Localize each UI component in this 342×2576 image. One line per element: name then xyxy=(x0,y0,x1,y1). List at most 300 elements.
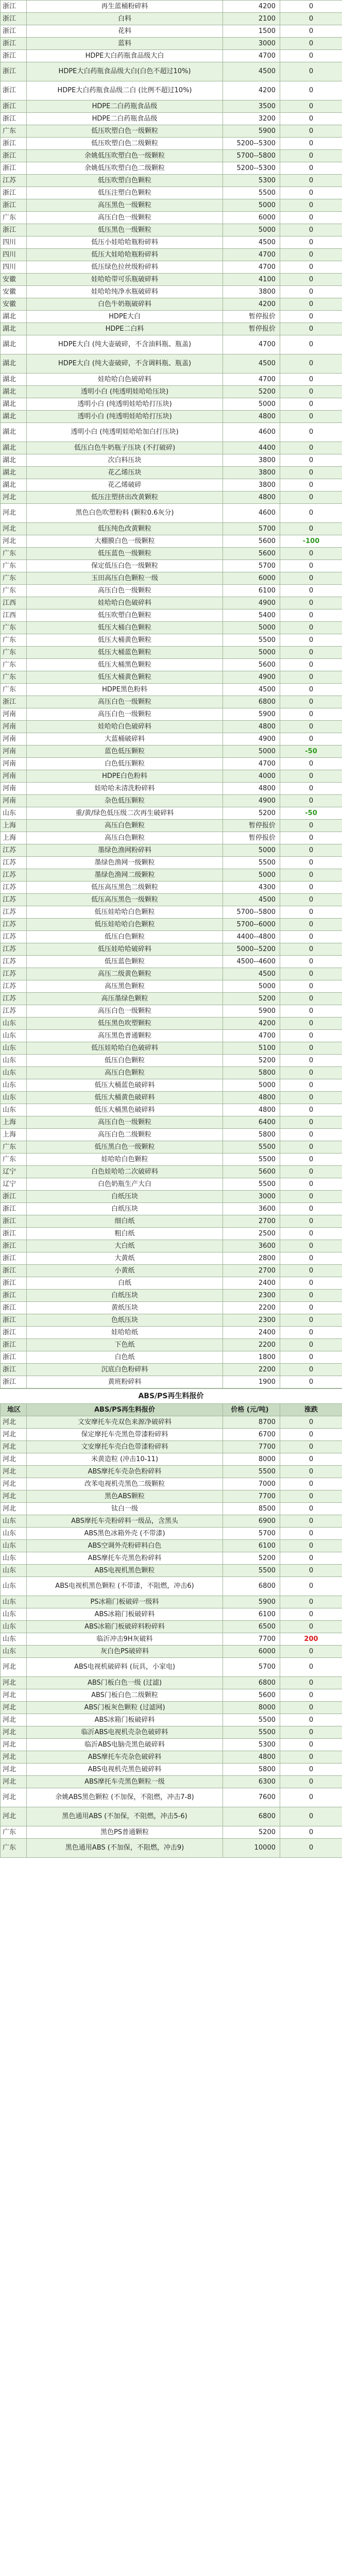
region-cell: 江苏 xyxy=(1,869,27,882)
change-cell: 0 xyxy=(280,374,342,386)
price-cell: 5000 xyxy=(223,844,280,857)
price-cell: 4300 xyxy=(223,882,280,894)
price-cell: 5600 xyxy=(223,535,280,548)
table-row xyxy=(1,1005,342,1018)
region-cell: 河南 xyxy=(1,721,27,733)
price-cell: 4500 xyxy=(223,894,280,906)
price-cell: 4900 xyxy=(223,597,280,609)
region-cell: 广东 xyxy=(1,1154,27,1166)
region-cell: 山东 xyxy=(1,1092,27,1104)
region-cell: 浙江 xyxy=(1,1339,27,1351)
table-row xyxy=(1,733,342,745)
product-cell: 透明小白 (纯透明娃哈哈加白打压块) xyxy=(27,423,223,442)
price-cell: 4100 xyxy=(223,274,280,286)
change-cell: 0 xyxy=(280,1689,342,1702)
change-cell: 0 xyxy=(280,38,342,50)
product-cell: 低压纯色改黄颗粒 xyxy=(27,523,223,535)
table-row xyxy=(1,560,342,572)
price-cell: 2800 xyxy=(223,1252,280,1265)
table-row xyxy=(1,1327,342,1339)
table-row xyxy=(1,236,342,249)
product-cell: 低压大桶蓝色破碎料 xyxy=(27,1079,223,1092)
change-cell: 0 xyxy=(280,1191,342,1203)
price-cell: 1800 xyxy=(223,1351,280,1364)
region-cell: 江苏 xyxy=(1,906,27,919)
change-cell: 0 xyxy=(280,100,342,113)
change-cell: 0 xyxy=(280,721,342,733)
price-cell: 6800 xyxy=(223,696,280,708)
region-cell: 河北 xyxy=(1,1807,27,1826)
change-cell: 0 xyxy=(280,1677,342,1689)
price-cell: 5500 xyxy=(223,187,280,199)
region-cell: 广东 xyxy=(1,684,27,696)
table-row xyxy=(1,1203,342,1215)
product-cell: 低压吹塑白色颗粒 xyxy=(27,609,223,622)
table-row xyxy=(1,1515,342,1528)
table-row xyxy=(1,956,342,968)
region-cell: 广东 xyxy=(1,548,27,560)
region-cell: 浙江 xyxy=(1,187,27,199)
product-cell: 低压注塑挤出改黄颗粒 xyxy=(27,492,223,504)
product-cell: 低压大娃哈哈瓶粉碎料 xyxy=(27,249,223,261)
product-cell: 余姚低压吹塑白色二级颗粒 xyxy=(27,162,223,175)
price-cell: 5500 xyxy=(223,1141,280,1154)
change-cell: 0 xyxy=(280,869,342,882)
region-cell: 河北 xyxy=(1,523,27,535)
region-cell: 江苏 xyxy=(1,931,27,943)
table-row xyxy=(1,1339,342,1351)
change-cell: 0 xyxy=(280,1621,342,1633)
product-cell: 低压娃哈哈破碎料 xyxy=(27,943,223,956)
product-cell: 大白纸 xyxy=(27,1240,223,1252)
product-cell: 低压吹塑白色二级颗粒 xyxy=(27,138,223,150)
region-cell: 广东 xyxy=(1,671,27,684)
change-cell: 0 xyxy=(280,1252,342,1265)
table-row xyxy=(1,1807,342,1826)
table-row xyxy=(1,671,342,684)
price-cell: 8700 xyxy=(223,1416,280,1429)
product-cell: 玉田高压白色颗粒一级 xyxy=(27,572,223,585)
price-cell: 6100 xyxy=(223,1540,280,1552)
change-cell: 0 xyxy=(280,1116,342,1129)
table-row xyxy=(1,1277,342,1290)
change-cell: 0 xyxy=(280,1739,342,1751)
product-cell: 娃哈哈纯净水瓶破碎料 xyxy=(27,286,223,298)
product-cell: 高压二级黄色颗粒 xyxy=(27,968,223,980)
change-cell: 0 xyxy=(280,1129,342,1141)
product-cell: 低压小娃哈哈瓶粉碎料 xyxy=(27,236,223,249)
change-cell: 0 xyxy=(280,1079,342,1092)
product-cell: 文安摩托车壳双色来源净破碎料 xyxy=(27,1416,223,1429)
product-cell: ABS黑色冰箱外壳 (不带漆) xyxy=(27,1528,223,1540)
change-cell: 0 xyxy=(280,1104,342,1116)
region-cell: 安徽 xyxy=(1,298,27,311)
table-row xyxy=(1,311,342,323)
change-cell: 0 xyxy=(280,162,342,175)
table-row xyxy=(1,832,342,844)
price-cell: 2400 xyxy=(223,1327,280,1339)
region-cell: 广东 xyxy=(1,659,27,671)
product-cell: 黑色通用ABS (不加保，不阻燃，冲击9) xyxy=(27,1839,223,1858)
change-cell: 0 xyxy=(280,1277,342,1290)
region-cell: 江苏 xyxy=(1,894,27,906)
product-cell: 高压白色颗粒 xyxy=(27,820,223,832)
price-cell: 5700--5800 xyxy=(223,906,280,919)
region-cell: 山东 xyxy=(1,1646,27,1658)
header-region: 地区 xyxy=(1,1404,27,1416)
price-cell: 5000 xyxy=(223,398,280,411)
region-cell: 河北 xyxy=(1,1764,27,1776)
price-cell: 2400 xyxy=(223,1277,280,1290)
price-cell: 5500 xyxy=(223,1466,280,1478)
product-cell: 低压大桶黑色破碎料 xyxy=(27,1104,223,1116)
product-cell: 墨绿色渔网二级颗粒 xyxy=(27,869,223,882)
price-cell: 4600 xyxy=(223,423,280,442)
region-cell: 浙江 xyxy=(1,1203,27,1215)
table-row xyxy=(1,993,342,1005)
price-cell: 3500 xyxy=(223,100,280,113)
table-row xyxy=(1,323,342,335)
product-cell: ABS电视机壳黑色破碎料 xyxy=(27,1764,223,1776)
table-row xyxy=(1,1290,342,1302)
product-cell: ABS摩托车壳杂色粉碎料 xyxy=(27,1466,223,1478)
price-cell: 3800 xyxy=(223,286,280,298)
product-cell: 白纸 xyxy=(27,1277,223,1290)
region-cell: 河北 xyxy=(1,1776,27,1788)
product-cell: 高压黑色一级颗粒 xyxy=(27,199,223,212)
price-cell: 5400 xyxy=(223,609,280,622)
table-row xyxy=(1,1565,342,1577)
region-cell: 广东 xyxy=(1,622,27,634)
product-cell: 黑色PS普通颗粒 xyxy=(27,1826,223,1839)
product-cell: 杂色低压颗粒 xyxy=(27,795,223,807)
region-cell: 河南 xyxy=(1,745,27,758)
change-cell: 0 xyxy=(280,894,342,906)
change-cell: 0 xyxy=(280,13,342,25)
region-cell: 湖北 xyxy=(1,454,27,467)
region-cell: 浙江 xyxy=(1,81,27,100)
region-cell: 浙江 xyxy=(1,1327,27,1339)
region-cell: 湖北 xyxy=(1,386,27,398)
table-row xyxy=(1,100,342,113)
region-cell: 湖北 xyxy=(1,354,27,374)
product-cell: 低压吹塑白色颗粒 xyxy=(27,175,223,187)
change-cell: 0 xyxy=(280,1646,342,1658)
change-cell: 0 xyxy=(280,479,342,492)
product-cell: 低压高压黑色二级颗粒 xyxy=(27,882,223,894)
change-cell: 0 xyxy=(280,1314,342,1327)
price-cell: 5500 xyxy=(223,1178,280,1191)
change-cell: 0 xyxy=(280,820,342,832)
table-row xyxy=(1,398,342,411)
region-cell: 河北 xyxy=(1,1453,27,1466)
table-row xyxy=(1,1714,342,1726)
price-cell: 4700 xyxy=(223,261,280,274)
product-cell: 花料 xyxy=(27,25,223,38)
price-cell: 2700 xyxy=(223,1265,280,1277)
change-cell: 0 xyxy=(280,1577,342,1596)
region-cell: 浙江 xyxy=(1,1215,27,1228)
price-cell: 4200 xyxy=(223,298,280,311)
product-cell: 改苯电视机壳黑色二级颗粒 xyxy=(27,1478,223,1490)
region-cell: 河北 xyxy=(1,1478,27,1490)
region-cell: 山东 xyxy=(1,1104,27,1116)
price-cell: 6000 xyxy=(223,212,280,224)
table-row xyxy=(1,1646,342,1658)
region-cell: 江苏 xyxy=(1,919,27,931)
region-cell: 河北 xyxy=(1,504,27,523)
region-cell: 浙江 xyxy=(1,1228,27,1240)
product-cell: 蓝色低压颗粒 xyxy=(27,745,223,758)
price-cell: 3800 xyxy=(223,479,280,492)
change-cell: 0 xyxy=(280,1240,342,1252)
price-cell: 4400 xyxy=(223,442,280,454)
table-row xyxy=(1,1240,342,1252)
change-cell: 0 xyxy=(280,1807,342,1826)
product-cell: 保定摩托车壳黑色带漆粉碎料 xyxy=(27,1429,223,1441)
price-cell: 5200 xyxy=(223,386,280,398)
price-cell: 4200 xyxy=(223,1018,280,1030)
price-cell: 6700 xyxy=(223,1429,280,1441)
product-cell: 娃哈哈白色颗粒 xyxy=(27,1154,223,1166)
change-cell: 0 xyxy=(280,832,342,844)
table-row xyxy=(1,1540,342,1552)
table-row xyxy=(1,467,342,479)
change-cell: 0 xyxy=(280,386,342,398)
region-cell: 浙江 xyxy=(1,224,27,236)
region-cell: 广东 xyxy=(1,212,27,224)
table-row xyxy=(1,844,342,857)
table-row xyxy=(1,1478,342,1490)
table-row xyxy=(1,454,342,467)
change-cell: 0 xyxy=(280,733,342,745)
price-cell: 5700 xyxy=(223,560,280,572)
price-cell: 7700 xyxy=(223,1441,280,1453)
region-cell: 河北 xyxy=(1,1739,27,1751)
table-row xyxy=(1,535,342,548)
price-cell: 3000 xyxy=(223,1191,280,1203)
product-cell: 透明小白 (纯透明娃哈哈打压块) xyxy=(27,411,223,423)
change-cell: 0 xyxy=(280,1751,342,1764)
table-row xyxy=(1,1055,342,1067)
change-cell: 0 xyxy=(280,212,342,224)
region-cell: 江苏 xyxy=(1,882,27,894)
product-cell: 临沂ABS电视机壳杂色破碎料 xyxy=(27,1726,223,1739)
product-cell: 娃哈哈未清洗粉碎料 xyxy=(27,783,223,795)
table-row xyxy=(1,609,342,622)
price-cell: 5900 xyxy=(223,1596,280,1608)
price-cell: 6800 xyxy=(223,1677,280,1689)
region-cell: 山东 xyxy=(1,1515,27,1528)
table-row xyxy=(1,820,342,832)
price-cell: 5200 xyxy=(223,993,280,1005)
change-cell: 0 xyxy=(280,548,342,560)
region-cell: 广东 xyxy=(1,634,27,647)
table-row xyxy=(1,1490,342,1503)
table-row xyxy=(1,1252,342,1265)
region-cell: 河北 xyxy=(1,1788,27,1807)
price-cell: 5600 xyxy=(223,548,280,560)
price-cell: 2200 xyxy=(223,1339,280,1351)
price-cell: 5000 xyxy=(223,622,280,634)
region-cell: 浙江 xyxy=(1,1,27,13)
price-cell: 暂停报价 xyxy=(223,323,280,335)
change-cell: 0 xyxy=(280,175,342,187)
change-cell: 0 xyxy=(280,1552,342,1565)
region-cell: 浙江 xyxy=(1,1277,27,1290)
region-cell: 河北 xyxy=(1,1441,27,1453)
change-cell: 0 xyxy=(280,274,342,286)
change-cell: 0 xyxy=(280,1478,342,1490)
product-cell: 高压黑色颗粒 xyxy=(27,980,223,993)
product-cell: 保定低压白色一级颗粒 xyxy=(27,560,223,572)
product-cell: HDPE大白药瓶食品级大白(白色不超过10%) xyxy=(27,62,223,81)
product-cell: 娃哈哈白色破碎料 xyxy=(27,374,223,386)
product-cell: 高压白色颗粒 xyxy=(27,832,223,844)
change-cell: 0 xyxy=(280,504,342,523)
change-cell: 0 xyxy=(280,931,342,943)
region-cell: 河北 xyxy=(1,492,27,504)
region-cell: 浙江 xyxy=(1,1351,27,1364)
price-cell: 8500 xyxy=(223,1503,280,1515)
product-cell: ABS摩托车壳黑色颗粒一级 xyxy=(27,1776,223,1788)
change-cell: 0 xyxy=(280,62,342,81)
region-cell: 广东 xyxy=(1,1839,27,1858)
table-row xyxy=(1,1351,342,1364)
price-cell: 4900 xyxy=(223,733,280,745)
table-row xyxy=(1,1314,342,1327)
product-cell: 白纸压块 xyxy=(27,1290,223,1302)
table-row xyxy=(1,224,342,236)
table-row xyxy=(1,659,342,671)
table-row xyxy=(1,274,342,286)
region-cell: 山东 xyxy=(1,807,27,820)
change-cell: 0 xyxy=(280,1178,342,1191)
region-cell: 江苏 xyxy=(1,844,27,857)
region-cell: 安徽 xyxy=(1,286,27,298)
change-cell: 0 xyxy=(280,671,342,684)
product-cell: HDPE白色粉料 xyxy=(27,770,223,783)
price-cell: 5700 xyxy=(223,523,280,535)
product-cell: 高压白色一级颗粒 xyxy=(27,212,223,224)
price-cell: 4800 xyxy=(223,1104,280,1116)
product-cell: HDPE二白药瓶食品级 xyxy=(27,100,223,113)
price-cell: 1500 xyxy=(223,25,280,38)
change-cell: 0 xyxy=(280,423,342,442)
table-row xyxy=(1,1416,342,1429)
price-cell: 6000 xyxy=(223,572,280,585)
table-row xyxy=(1,758,342,770)
region-cell: 上海 xyxy=(1,1129,27,1141)
product-cell: 低压白色颗粒 xyxy=(27,1055,223,1067)
price-cell: 5500 xyxy=(223,1726,280,1739)
price-cell: 5000 xyxy=(223,1079,280,1092)
product-cell: 高压白色一级颗粒 xyxy=(27,1005,223,1018)
region-cell: 浙江 xyxy=(1,162,27,175)
price-cell: 6100 xyxy=(223,585,280,597)
price-cell: 5600 xyxy=(223,1166,280,1178)
change-cell: 0 xyxy=(280,1490,342,1503)
price-cell: 4800 xyxy=(223,783,280,795)
change-cell: 0 xyxy=(280,572,342,585)
table-row xyxy=(1,1633,342,1646)
table-row xyxy=(1,175,342,187)
region-cell: 湖北 xyxy=(1,323,27,335)
price-cell: 6300 xyxy=(223,1776,280,1788)
region-cell: 山东 xyxy=(1,1577,27,1596)
product-cell: 临沂冲击9H灰破料 xyxy=(27,1633,223,1646)
change-cell: 0 xyxy=(280,919,342,931)
change-cell: 0 xyxy=(280,1726,342,1739)
table-row xyxy=(1,647,342,659)
change-cell: 0 xyxy=(280,1005,342,1018)
price-cell: 4500 xyxy=(223,684,280,696)
product-cell: 白色牛奶瓶破碎料 xyxy=(27,298,223,311)
region-cell: 山东 xyxy=(1,1633,27,1646)
table-row xyxy=(1,1826,342,1839)
region-cell: 河北 xyxy=(1,1490,27,1503)
price-cell: 5000 xyxy=(223,745,280,758)
price-cell: 5700 xyxy=(223,1528,280,1540)
price-cell: 4700 xyxy=(223,50,280,62)
table-row xyxy=(1,1658,342,1677)
change-cell: 0 xyxy=(280,634,342,647)
table-row xyxy=(1,261,342,274)
table-row xyxy=(1,1528,342,1540)
table-row xyxy=(1,1552,342,1565)
region-cell: 广东 xyxy=(1,1826,27,1839)
table-row xyxy=(1,62,342,81)
table-row xyxy=(1,894,342,906)
product-cell: 低压注塑白色颗粒 xyxy=(27,187,223,199)
price-cell: 4000 xyxy=(223,770,280,783)
product-cell: 黄班粉碎料 xyxy=(27,1376,223,1388)
region-cell: 江苏 xyxy=(1,1005,27,1018)
region-cell: 山东 xyxy=(1,1030,27,1042)
table-row xyxy=(1,13,342,25)
change-cell: 0 xyxy=(280,1055,342,1067)
product-cell: ABS门板白色二级颗粒 xyxy=(27,1689,223,1702)
region-cell: 江苏 xyxy=(1,968,27,980)
table-row xyxy=(1,548,342,560)
change-cell: 0 xyxy=(280,906,342,919)
table-row xyxy=(1,1776,342,1788)
table-row xyxy=(1,386,342,398)
change-cell: 0 xyxy=(280,647,342,659)
table-row xyxy=(1,374,342,386)
table-row xyxy=(1,869,342,882)
table-row xyxy=(1,882,342,894)
price-cell: 5700 xyxy=(223,1658,280,1677)
table-row xyxy=(1,335,342,354)
change-cell: 0 xyxy=(280,1364,342,1376)
price-cell: 5000 xyxy=(223,869,280,882)
price-cell: 4700 xyxy=(223,374,280,386)
table-row xyxy=(1,1503,342,1515)
product-cell: ABS摩托车壳黑色粉碎料 xyxy=(27,1552,223,1565)
price-cell: 3600 xyxy=(223,1240,280,1252)
change-cell: -100 xyxy=(280,535,342,548)
change-cell: 0 xyxy=(280,1714,342,1726)
product-cell: 高压白色二级颗粒 xyxy=(27,1129,223,1141)
product-cell: 低压大桶黄色破碎料 xyxy=(27,1092,223,1104)
region-cell: 河南 xyxy=(1,733,27,745)
region-cell: 湖北 xyxy=(1,335,27,354)
price-cell: 3200 xyxy=(223,113,280,125)
region-cell: 安徽 xyxy=(1,274,27,286)
table-row xyxy=(1,1466,342,1478)
price-cell: 2500 xyxy=(223,1228,280,1240)
